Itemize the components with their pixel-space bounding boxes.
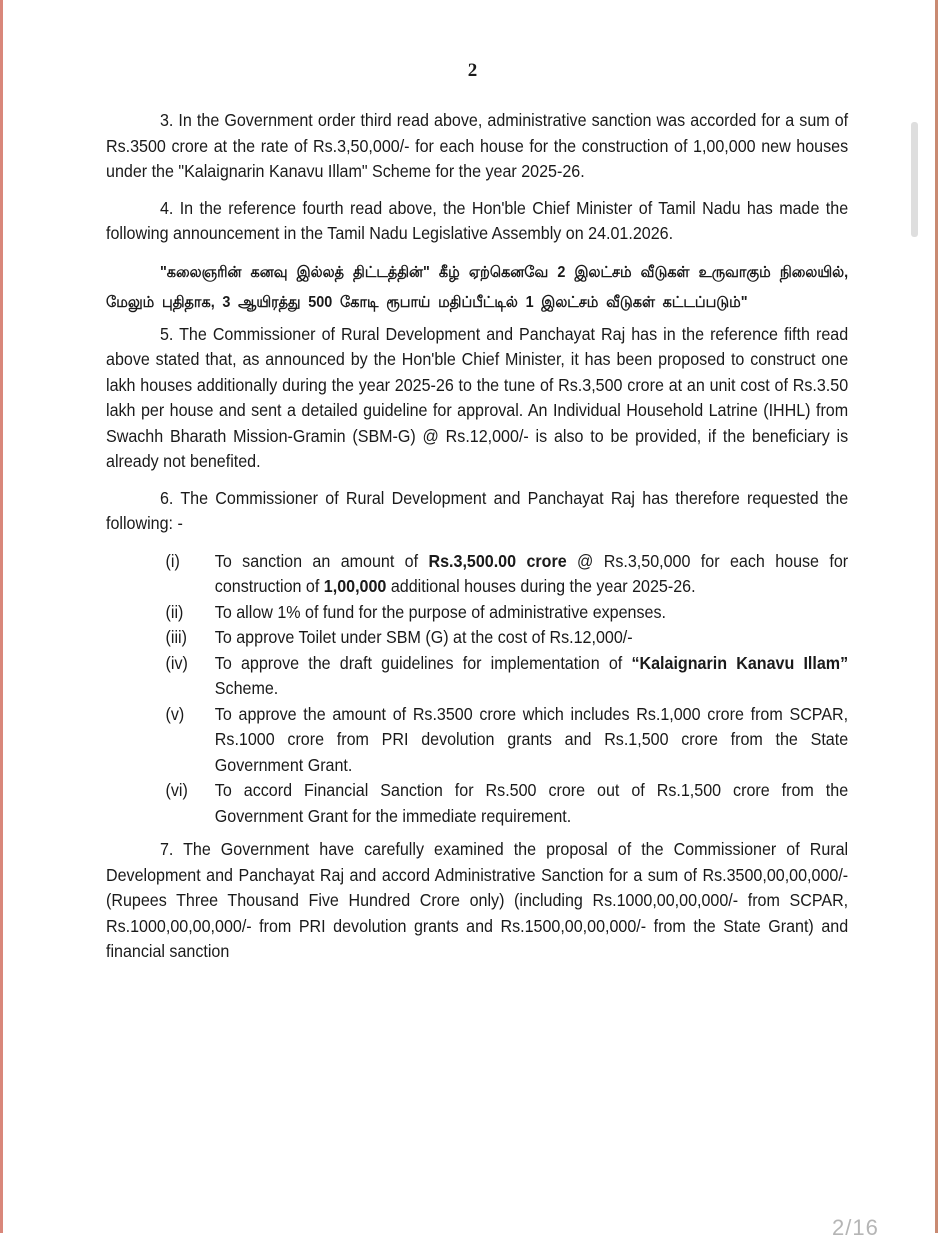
document-body bbox=[106, 108, 849, 976]
paragraph-7: 7. The Government have carefully examined the proposal of the Commissioner of Rural Development and Panchayat Raj and accord Administrative Sanction for a sum of Rs.3500,00,00,000/- (Rupees Three Thousand Five Hundred Crore only) (including Rs.1000,00,00,000/- from SCPAR, Rs.1000,00,00,000/- from PRI devolution grants and Rs.1500,00,00,000/- from the State Grant) and financial sanction bbox=[106, 839, 849, 961]
request-number: (ii) bbox=[165, 601, 184, 622]
request-text-part: Scheme. bbox=[214, 678, 279, 698]
page-number: 2 bbox=[467, 60, 478, 81]
request-item bbox=[166, 702, 849, 779]
request-item bbox=[166, 625, 849, 651]
request-item bbox=[166, 651, 849, 702]
paragraph-3: 3. In the Government order third read above, administrative sanction was accorded for a sum of Rs.3500 crore at the rate of Rs.3,50,000/- for each house for the construction of 1,00,000 new houses under the "Kalaignarin Kanavu Illam" Scheme for the year 2025-26. bbox=[106, 110, 849, 181]
paragraph-6: 6. The Commissioner of Rural Development and Panchayat Raj has therefore requested the following: - bbox=[106, 487, 849, 533]
request-list bbox=[166, 549, 849, 830]
request-text: To approve the amount of Rs.3500 crore which includes Rs.1,000 crore from SCPAR, Rs.1000 crore from PRI devolution grants and Rs.1,500 crore from the State Government Grant. bbox=[214, 703, 849, 775]
request-text: To accord Financial Sanction for Rs.500 crore out of Rs.1,500 crore from the Government Grant for the immediate requirement. bbox=[214, 780, 849, 826]
request-text-part: To approve the draft guidelines for implementation of bbox=[214, 652, 632, 673]
tamil-announcement-quote: "கலைஞரின் கனவு இல்லத் திட்டத்தின்" கீழ் ஏற்கெனவே 2 இலட்சம் வீடுகள் உருவாகும் நிலையில், மேலும் புதிதாக, 3 ஆயிரத்து 500 கோடி ரூபாய் மதிப்பீட்டில் 1 இலட்சம் வீடுகள் கட்டப்படும்" bbox=[106, 263, 849, 311]
scrollbar-thumb[interactable] bbox=[911, 122, 918, 237]
request-text: To allow 1% of fund for the purpose of administrative expenses. bbox=[214, 601, 666, 622]
request-text-part: To sanction an amount of bbox=[214, 550, 429, 571]
page-frame-margin bbox=[938, 0, 945, 1233]
request-houses-bold: 1,00,000 bbox=[323, 576, 387, 596]
request-number: (iv) bbox=[165, 652, 188, 673]
request-text bbox=[215, 549, 848, 600]
paragraph-4: 4. In the reference fourth read above, the Hon'ble Chief Minister of Tamil Nadu has made the following announcement in the Tamil Nadu Legislative Assembly on 24.01.2026. bbox=[106, 197, 849, 243]
request-text-part: additional houses during the year 2025-26. bbox=[386, 576, 696, 596]
scheme-name-bold: “Kalaignarin Kanavu Illam” bbox=[631, 652, 849, 673]
request-item bbox=[166, 549, 849, 600]
page-frame-left-border bbox=[0, 0, 3, 1233]
request-amount-bold: Rs.3,500.00 crore bbox=[428, 550, 567, 571]
request-text bbox=[215, 651, 848, 702]
request-item bbox=[166, 778, 849, 829]
request-number: (v) bbox=[165, 703, 185, 724]
request-item bbox=[166, 600, 849, 626]
page-indicator: 2/16 bbox=[832, 1215, 879, 1240]
request-number: (vi) bbox=[165, 780, 188, 800]
request-number: (iii) bbox=[165, 627, 187, 647]
request-text-part: @ Rs.3,50,000 for each house for construction of bbox=[214, 550, 849, 596]
paragraph-5: 5. The Commissioner of Rural Development and Panchayat Raj has in the reference fifth read above stated that, as announced by the Hon'ble Chief Minister, it has been proposed to construct one lakh houses additionally during the year 2025-26 to the tune of Rs.3,500 crore at an unit cost of Rs.3.50 lakh per house and sent a detailed guideline for approval. An Individual Household Latrine (IHHL) from Swachh Bharath Mission-Gramin (SBM-G) @ Rs.12,000/- is also to be provided, if the beneficiary is already not benefited. bbox=[106, 323, 849, 471]
request-number: (i) bbox=[165, 550, 180, 571]
request-text: To approve Toilet under SBM (G) at the cost of Rs.12,000/- bbox=[214, 627, 633, 647]
